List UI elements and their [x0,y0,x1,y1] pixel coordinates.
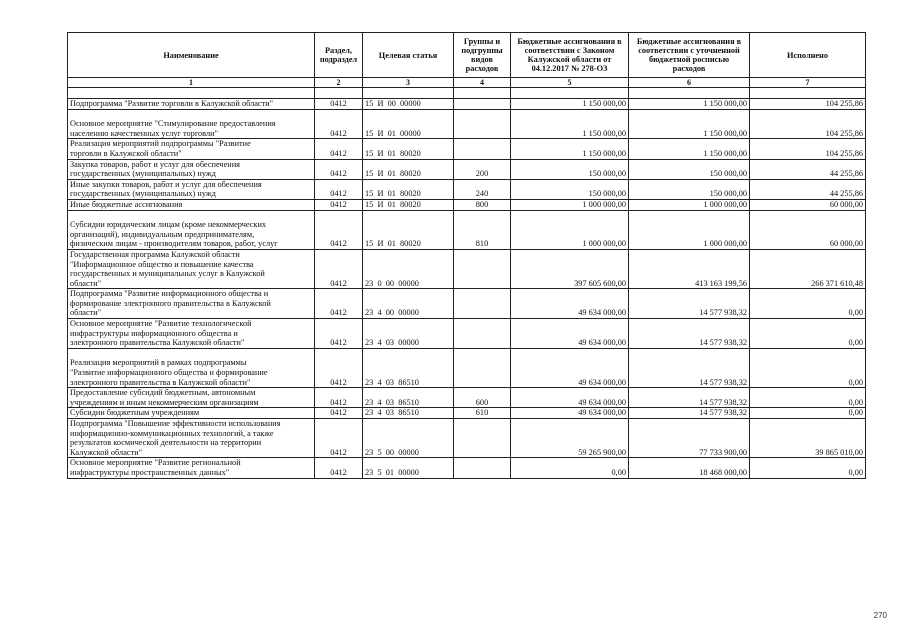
row-section: 0412 [315,159,363,179]
row-section: 0412 [315,458,363,478]
row-name: Государственная программа Калужской области "Информационное общество и повышение качества государственных и муниципальных услуг в Калужской области" [68,249,315,288]
row-target: 23 4 03 86510 [363,348,454,387]
row-target: 23 4 03 86510 [363,408,454,419]
row-target: 23 0 00 00000 [363,249,454,288]
row-group [454,348,511,387]
col-number: 6 [629,78,750,88]
row-executed-amount: 44 255,86 [750,179,866,199]
row-name: Подпрограмма "Повышение эффективности использования информационно-коммуникационных технологий, а также результатов космической деятельности на территории Калужской области" [68,419,315,458]
row-group: 610 [454,408,511,419]
row-executed-amount: 104 255,86 [750,99,866,110]
table-row [68,319,866,349]
row-refined-amount: 1 000 000,00 [629,199,750,210]
col-number: 4 [454,78,511,88]
row-law-amount: 1 000 000,00 [511,199,629,210]
row-law-amount: 150 000,00 [511,179,629,199]
row-refined-amount: 18 468 000,00 [629,458,750,478]
table-row [68,109,866,139]
col-number: 2 [315,78,363,88]
row-section: 0412 [315,99,363,110]
row-refined-amount: 413 163 199,56 [629,249,750,288]
table-row [68,419,866,458]
row-target: 15 И 00 00000 [363,99,454,110]
row-name: Основное мероприятие "Развитие технологической инфраструктуры информационного общества и электронного правительства Калужской области" [68,319,315,349]
row-executed-amount: 104 255,86 [750,139,866,159]
row-group: 240 [454,179,511,199]
row-refined-amount: 150 000,00 [629,159,750,179]
row-name: Основное мероприятие "Стимулирование предоставления населению качественных услуг торговли" [68,109,315,139]
row-section: 0412 [315,139,363,159]
row-executed-amount: 39 865 010,00 [750,419,866,458]
row-law-amount: 49 634 000,00 [511,348,629,387]
row-section: 0412 [315,348,363,387]
row-group [454,458,511,478]
row-refined-amount: 14 577 938,32 [629,388,750,408]
row-name: Реализация мероприятий подпрограммы "Развитие торговли в Калужской области" [68,139,315,159]
row-section: 0412 [315,179,363,199]
row-name: Подпрограмма "Развитие информационного общества и формирование электронного правительства в Калужской области" [68,289,315,319]
budget-table [67,32,866,479]
row-law-amount: 49 634 000,00 [511,388,629,408]
row-section: 0412 [315,388,363,408]
row-group [454,319,511,349]
row-name: Иные закупки товаров, работ и услуг для обеспечения государственных (муниципальных) нужд [68,179,315,199]
row-name: Подпрограмма "Развитие торговли в Калужской области" [68,99,315,110]
row-target: 15 И 01 80020 [363,199,454,210]
row-executed-amount: 60 000,00 [750,210,866,249]
row-refined-amount: 1 150 000,00 [629,139,750,159]
row-section: 0412 [315,199,363,210]
row-group: 800 [454,199,511,210]
row-executed-amount: 0,00 [750,319,866,349]
row-executed-amount: 0,00 [750,348,866,387]
table-row [68,458,866,478]
row-executed-amount: 0,00 [750,388,866,408]
row-target: 15 И 01 80020 [363,159,454,179]
row-refined-amount: 14 577 938,32 [629,348,750,387]
table-row [68,99,866,110]
row-group [454,109,511,139]
row-law-amount: 1 000 000,00 [511,210,629,249]
row-section: 0412 [315,210,363,249]
row-executed-amount: 0,00 [750,289,866,319]
row-law-amount: 59 265 900,00 [511,419,629,458]
row-section: 0412 [315,419,363,458]
row-name: Предоставление субсидий бюджетным, автономным учреждениям и иным некоммерческим организациям [68,388,315,408]
row-law-amount: 49 634 000,00 [511,289,629,319]
col-number: 7 [750,78,866,88]
row-target: 23 5 01 00000 [363,458,454,478]
row-law-amount: 1 150 000,00 [511,109,629,139]
row-refined-amount: 1 150 000,00 [629,99,750,110]
row-refined-amount: 77 733 900,00 [629,419,750,458]
row-target: 15 И 01 80020 [363,139,454,159]
header-refined: Бюджетные ассигнования в соответствии с уточненной бюджетной росписью расходов [629,33,750,78]
row-name: Закупка товаров, работ и услуг для обеспечения государственных (муниципальных) нужд [68,159,315,179]
column-number-row [68,78,866,88]
row-section: 0412 [315,319,363,349]
row-target: 23 4 03 00000 [363,319,454,349]
row-target: 15 И 01 00000 [363,109,454,139]
row-section: 0412 [315,289,363,319]
row-law-amount: 150 000,00 [511,159,629,179]
row-target: 15 И 01 80020 [363,210,454,249]
row-section: 0412 [315,109,363,139]
row-target: 23 4 03 86510 [363,388,454,408]
row-group [454,419,511,458]
col-number: 1 [68,78,315,88]
col-number: 3 [363,78,454,88]
row-refined-amount: 14 577 938,32 [629,289,750,319]
row-refined-amount: 1 150 000,00 [629,109,750,139]
row-executed-amount: 0,00 [750,408,866,419]
header-executed: Исполнено [750,33,866,78]
row-section: 0412 [315,249,363,288]
table-row [68,210,866,249]
row-name: Основное мероприятие "Развитие региональной инфраструктуры пространственных данных" [68,458,315,478]
row-executed-amount: 104 255,86 [750,109,866,139]
row-refined-amount: 1 000 000,00 [629,210,750,249]
table-row [68,159,866,179]
header-row [68,33,866,78]
row-law-amount: 49 634 000,00 [511,408,629,419]
row-target: 23 4 00 00000 [363,289,454,319]
row-group [454,99,511,110]
header-groups: Группы и подгруппы видов расходов [454,33,511,78]
header-law: Бюджетные ассигнования в соответствии с Законом Калужской области от 04.12.2017 № 278-ОЗ [511,33,629,78]
row-refined-amount: 150 000,00 [629,179,750,199]
row-target: 23 5 00 00000 [363,419,454,458]
row-name: Реализация мероприятий в рамках подпрограммы "Развитие информационного общества и формирование электронного правительства в Калужской области" [68,348,315,387]
row-group [454,139,511,159]
table-row [68,179,866,199]
row-law-amount: 49 634 000,00 [511,319,629,349]
page-number: 270 [873,611,887,620]
table-row [68,348,866,387]
row-refined-amount: 14 577 938,32 [629,408,750,419]
table-row [68,289,866,319]
table-row [68,199,866,210]
row-refined-amount: 14 577 938,32 [629,319,750,349]
row-law-amount: 0,00 [511,458,629,478]
col-number: 5 [511,78,629,88]
row-name: Субсидии бюджетным учреждениям [68,408,315,419]
table-row [68,249,866,288]
row-group: 200 [454,159,511,179]
row-law-amount: 1 150 000,00 [511,99,629,110]
row-group: 810 [454,210,511,249]
row-executed-amount: 266 371 610,48 [750,249,866,288]
row-group: 600 [454,388,511,408]
spacer-row [68,88,866,99]
row-target: 15 И 01 80020 [363,179,454,199]
row-executed-amount: 44 255,86 [750,159,866,179]
table-row [68,139,866,159]
row-executed-amount: 60 000,00 [750,199,866,210]
row-name: Субсидии юридическим лицам (кроме некоммерческих организаций), индивидуальным предпринимателям, физическим лицам - производителям товаров, работ, услуг [68,210,315,249]
header-target: Целевая статья [363,33,454,78]
row-executed-amount: 0,00 [750,458,866,478]
row-group [454,249,511,288]
table-row [68,388,866,408]
header-name: Наименование [68,33,315,78]
header-section: Раздел, подраздел [315,33,363,78]
row-name: Иные бюджетные ассигнования [68,199,315,210]
row-section: 0412 [315,408,363,419]
table-body [68,88,866,479]
table-row [68,408,866,419]
row-law-amount: 1 150 000,00 [511,139,629,159]
row-group [454,289,511,319]
row-law-amount: 397 605 600,00 [511,249,629,288]
